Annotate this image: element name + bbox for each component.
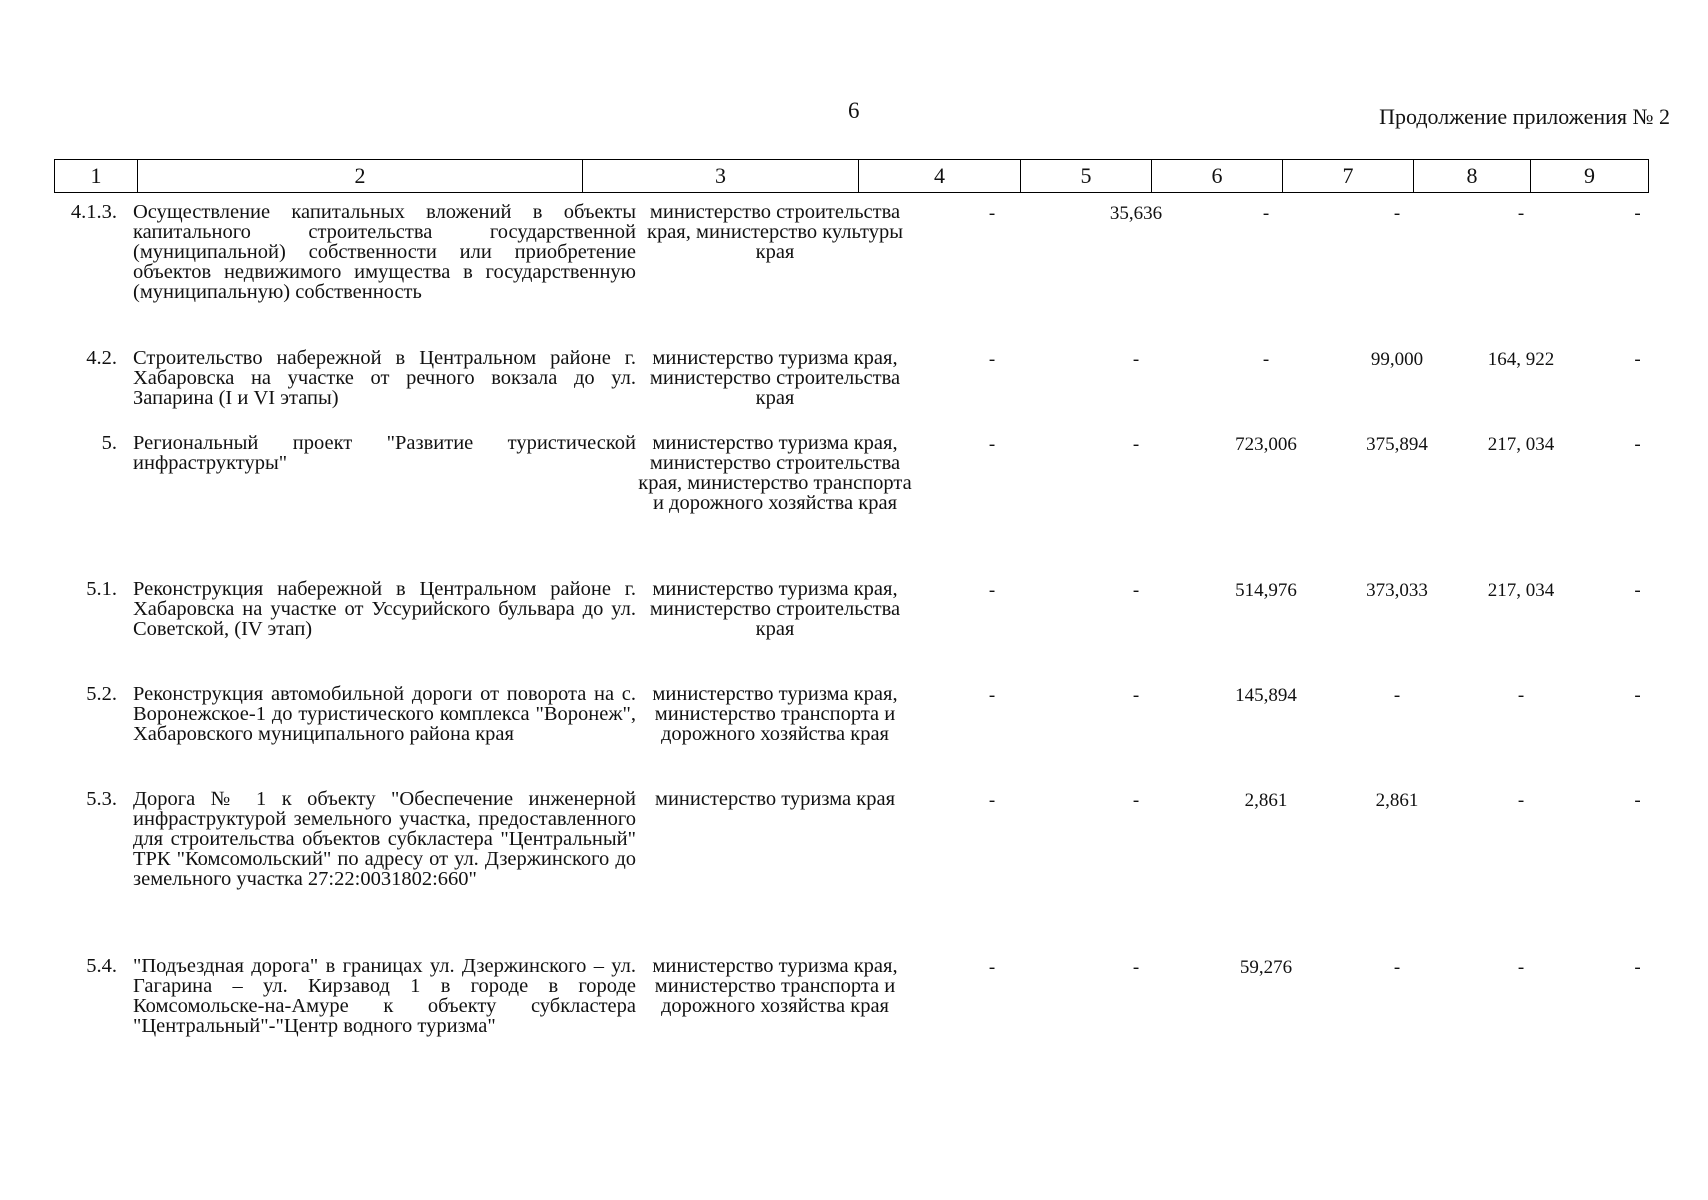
responsible-executor: министерство туризма края, министерство транспорта и дорожного хозяйства края <box>652 955 898 1017</box>
measure-name: Дорога № 1 к объекту "Обеспечение инженерной инфраструктурой земельного участка, предоставленного для строительства объектов субкластера "Центральный" ТРК "Комсомольский" по адресу от ул. Дзержинского до земельного участка 27:22:0031802:660" <box>133 788 636 890</box>
value-col-7: - <box>1393 203 1401 224</box>
responsible-executor: министерство туризма края, министерство строительства края <box>649 347 901 409</box>
table-row <box>54 956 1695 1036</box>
value-col-4: - <box>988 203 996 224</box>
value-col-6: 2,861 <box>1244 790 1288 811</box>
table-row <box>54 348 1695 408</box>
value-col-9: - <box>1634 580 1641 601</box>
measure-name: Реконструкция автомобильной дороги от поворота на с. Воронежское-1 до туристического комплекса "Воронеж", Хабаровского муниципального района края <box>133 683 636 745</box>
table-row <box>54 202 1695 302</box>
column-header-7: 7 <box>1283 160 1414 192</box>
value-col-9: - <box>1634 203 1641 224</box>
value-col-8: - <box>1517 957 1525 978</box>
row-number: 5.4. <box>86 955 117 977</box>
value-col-6: 59,276 <box>1239 957 1293 978</box>
value-col-4: - <box>988 685 996 706</box>
value-col-8: 217, 034 <box>1487 580 1555 601</box>
column-header-4: 4 <box>859 160 1021 192</box>
measure-name: Реконструкция набережной в Центральном районе г. Хабаровска на участке от Уссурийского бульвара до ул. Советской, (IV этап) <box>133 578 636 640</box>
value-col-5: - <box>1132 434 1140 455</box>
row-number: 5.1. <box>86 578 117 600</box>
column-header-8: 8 <box>1414 160 1531 192</box>
row-number: 4.2. <box>86 347 117 369</box>
value-col-5: 35,636 <box>1109 203 1163 224</box>
page-number: 6 <box>848 98 860 123</box>
column-header-9: 9 <box>1584 163 1595 188</box>
value-col-8: 164, 922 <box>1487 349 1555 370</box>
table-row <box>54 789 1695 889</box>
value-col-7: 2,861 <box>1375 790 1419 811</box>
column-header-6: 6 <box>1152 160 1283 192</box>
responsible-executor: министерство туризма края, министерство транспорта и дорожного хозяйства края <box>652 683 898 745</box>
appendix-continuation-note: Продолжение приложения № 2 <box>1379 104 1670 129</box>
table-row <box>54 684 1695 744</box>
table-row <box>54 433 1695 513</box>
column-header-3: 3 <box>583 160 859 192</box>
value-col-4: - <box>988 349 996 370</box>
responsible-executor: министерство туризма края, министерство строительства края <box>649 578 901 640</box>
value-col-8: - <box>1517 790 1525 811</box>
row-number: 5.3. <box>86 788 117 810</box>
value-col-7: - <box>1393 957 1401 978</box>
responsible-executor: министерство туризма края, министерство строительства края, министерство транспорта и дорожного хозяйства края <box>638 432 912 514</box>
value-col-9: - <box>1634 790 1641 811</box>
value-col-8: - <box>1517 203 1525 224</box>
row-number: 5. <box>101 432 117 454</box>
value-col-5: - <box>1132 957 1140 978</box>
value-col-6: - <box>1262 203 1270 224</box>
value-col-7: - <box>1393 685 1401 706</box>
value-col-6: 723,006 <box>1235 434 1297 455</box>
measure-name: "Подъездная дорога" в границах ул. Дзержинского – ул. Гагарина – ул. Кирзавод 1 в городе в городе Комсомольске-на-Амуре к объекту субкластера "Центральный"-"Центр водного туризма" <box>133 955 636 1037</box>
value-col-5: - <box>1132 790 1140 811</box>
value-col-5: - <box>1132 685 1140 706</box>
value-col-4: - <box>988 790 996 811</box>
table-row <box>54 579 1695 639</box>
measure-name: Региональный проект "Развитие туристической инфраструктуры" <box>133 432 636 474</box>
row-number: 4.1.3. <box>70 201 117 223</box>
value-col-6: - <box>1262 349 1270 370</box>
value-col-9: - <box>1634 434 1641 455</box>
column-header-1: 1 <box>55 160 138 192</box>
value-col-6: 514,976 <box>1235 580 1297 601</box>
value-col-7: 99,000 <box>1370 349 1424 370</box>
column-number-header <box>54 159 1649 193</box>
column-header-5: 5 <box>1021 160 1152 192</box>
value-col-6: 145,894 <box>1235 685 1297 706</box>
value-col-5: - <box>1132 349 1140 370</box>
value-col-9: - <box>1634 957 1641 978</box>
value-col-8: - <box>1517 685 1525 706</box>
value-col-7: 373,033 <box>1366 580 1428 601</box>
value-col-4: - <box>988 580 996 601</box>
value-col-4: - <box>988 957 996 978</box>
row-number: 5.2. <box>86 683 117 705</box>
value-col-4: - <box>988 434 996 455</box>
measure-name: Строительство набережной в Центральном районе г. Хабаровска на участке от речного вокзала до ул. Запарина (I и VI этапы) <box>133 347 636 409</box>
value-col-7: 375,894 <box>1366 434 1428 455</box>
responsible-executor: министерство строительства края, министерство культуры края <box>646 201 904 263</box>
value-col-8: 217, 034 <box>1487 434 1555 455</box>
column-header-2: 2 <box>138 160 583 192</box>
value-col-9: - <box>1634 685 1641 706</box>
value-col-5: - <box>1132 580 1140 601</box>
responsible-executor: министерство туризма края <box>654 788 896 810</box>
measure-name: Осуществление капитальных вложений в объекты капитального строительства государственной (муниципальной) собственности или приобретение объектов недвижимого имущества в государственную (муниципальную) собственность <box>133 201 636 303</box>
value-col-9: - <box>1634 349 1641 370</box>
